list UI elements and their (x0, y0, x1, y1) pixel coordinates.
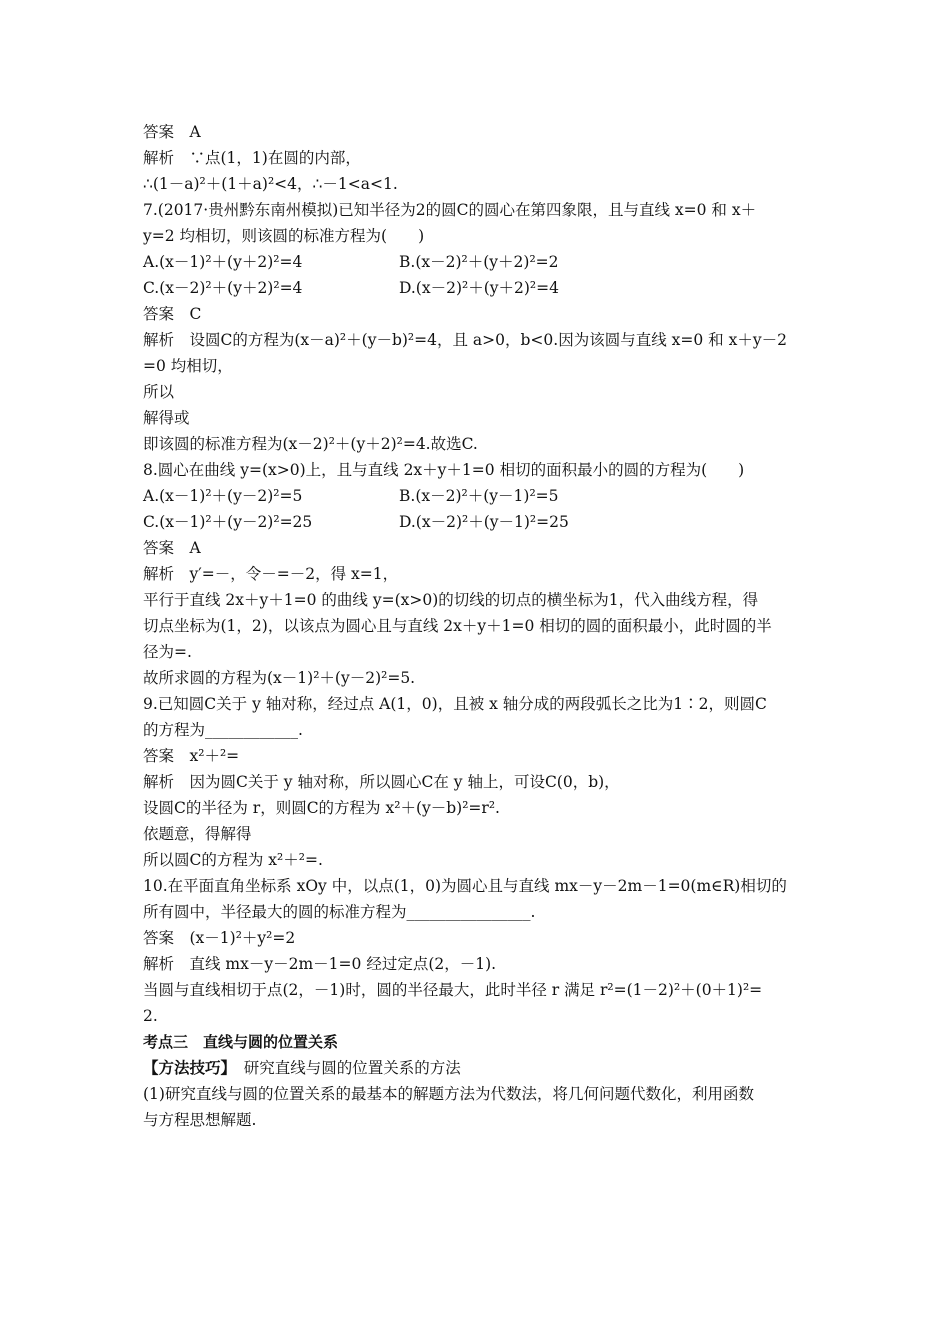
method-heading (143, 1055, 823, 1081)
document-body (143, 119, 823, 1133)
explanation-line: 故所求圆的方程为(x－1)²＋(y－2)²=5. (143, 669, 416, 687)
question-9-stem: 9.已知圆C关于 y 轴对称，经过点 A(1，0)，且被 x 轴分成的两段弧长之比为1∶2，则圆C (143, 695, 767, 713)
explanation-line: 平行于直线 2x＋y＋1=0 的曲线 y=(x>0)的切线的切点的横坐标为1，代入曲线方程，得 (143, 591, 759, 609)
explanation-line: 所以圆C的方程为 x²＋²=. (143, 851, 323, 869)
option-d: D.(x－2)²＋(y－1)²=25 (399, 513, 569, 531)
explanation-line: 解析 因为圆C关于 y 轴对称，所以圆心C在 y 轴上，可设C(0，b)， (143, 773, 620, 791)
option-a: A.(x－1)²＋(y－2)²=5 (143, 487, 303, 505)
question-8-stem: 8.圆心在曲线 y=(x>0)上，且与直线 2x＋y＋1=0 相切的面积最小的圆的方程为( ) (143, 461, 745, 479)
explanation-line: 解析 直线 mx－y－2m－1=0 经过定点(2，－1). (143, 955, 497, 973)
section-title: 考点三 直线与圆的位置关系 (143, 1033, 339, 1051)
answer-line: 答案 x²＋²= (143, 747, 240, 765)
answer-line: 答案 (x－1)²＋y²=2 (143, 929, 296, 947)
method-paragraph: 与方程思想解题. (143, 1111, 257, 1129)
explanation-line: 径为=. (143, 643, 192, 661)
option-c: C.(x－1)²＋(y－2)²=25 (143, 513, 313, 531)
explanation-line: 依题意，得解得 (143, 825, 252, 843)
explanation-line: 解析 y′=－，令－=－2，得 x=1， (143, 565, 399, 583)
question-10-stem: 10.在平面直角坐标系 xOy 中，以点(1，0)为圆心且与直线 mx－y－2m－1=0(m∈R)相切的 (143, 877, 787, 895)
answer-line: 答案 C (143, 305, 202, 323)
explanation-line: 切点坐标为(1，2)，以该点为圆心且与直线 2x＋y＋1=0 相切的圆的面积最小，此时圆的半 (143, 617, 772, 635)
method-title: 研究直线与圆的位置关系的方法 (228, 1059, 461, 1077)
question-8-options (143, 483, 823, 509)
question-9-stem: 的方程为____________. (143, 721, 303, 739)
answer-line: 答案 A (143, 539, 201, 557)
explanation-line: 解得或 (143, 409, 190, 427)
question-7-stem: 7.(2017·贵州黔东南州模拟)已知半径为2的圆C的圆心在第四象限，且与直线 x=0 和 x＋ (143, 201, 757, 219)
question-7-stem: y=2 均相切，则该圆的标准方程为( ) (143, 227, 425, 245)
option-d: D.(x－2)²＋(y＋2)²=4 (399, 279, 559, 297)
explanation-line: =0 均相切， (143, 357, 233, 375)
explanation-line: 当圆与直线相切于点(2，－1)时，圆的半径最大，此时半径 r 满足 r²=(1－2)²＋(0＋1)²= (143, 981, 763, 999)
explanation-line: 所以 (143, 383, 175, 401)
explanation-line: ∴(1－a)²＋(1＋a)²<4，∴－1<a<1. (143, 175, 398, 193)
explanation-line: 即该圆的标准方程为(x－2)²＋(y＋2)²=4.故选C. (143, 435, 478, 453)
explanation-line: 2. (143, 1007, 158, 1025)
method-tag: 【方法技巧】 (143, 1058, 229, 1077)
option-a: A.(x－1)²＋(y＋2)²=4 (143, 253, 303, 271)
method-paragraph: (1)研究直线与圆的位置关系的最基本的解题方法为代数法，将几何问题代数化，利用函数 (143, 1085, 754, 1103)
option-b: B.(x－2)²＋(y－1)²=5 (399, 487, 559, 505)
option-c: C.(x－2)²＋(y＋2)²=4 (143, 279, 303, 297)
explanation-line: 设圆C的半径为 r，则圆C的方程为 x²＋(y－b)²=r². (143, 799, 500, 817)
explanation-line: 解析 设圆C的方程为(x－a)²＋(y－b)²=4，且 a>0，b<0.因为该圆与直线 x=0 和 x＋y－2 (143, 331, 787, 349)
question-7-options (143, 249, 823, 275)
question-8-options (143, 509, 823, 535)
question-7-options (143, 275, 823, 301)
question-10-stem: 所有圆中，半径最大的圆的标准方程为________________. (143, 903, 536, 921)
option-b: B.(x－2)²＋(y＋2)²=2 (399, 253, 559, 271)
answer-line: 答案 A (143, 123, 201, 141)
explanation-line: 解析 ∵点(1，1)在圆的内部， (143, 149, 361, 167)
